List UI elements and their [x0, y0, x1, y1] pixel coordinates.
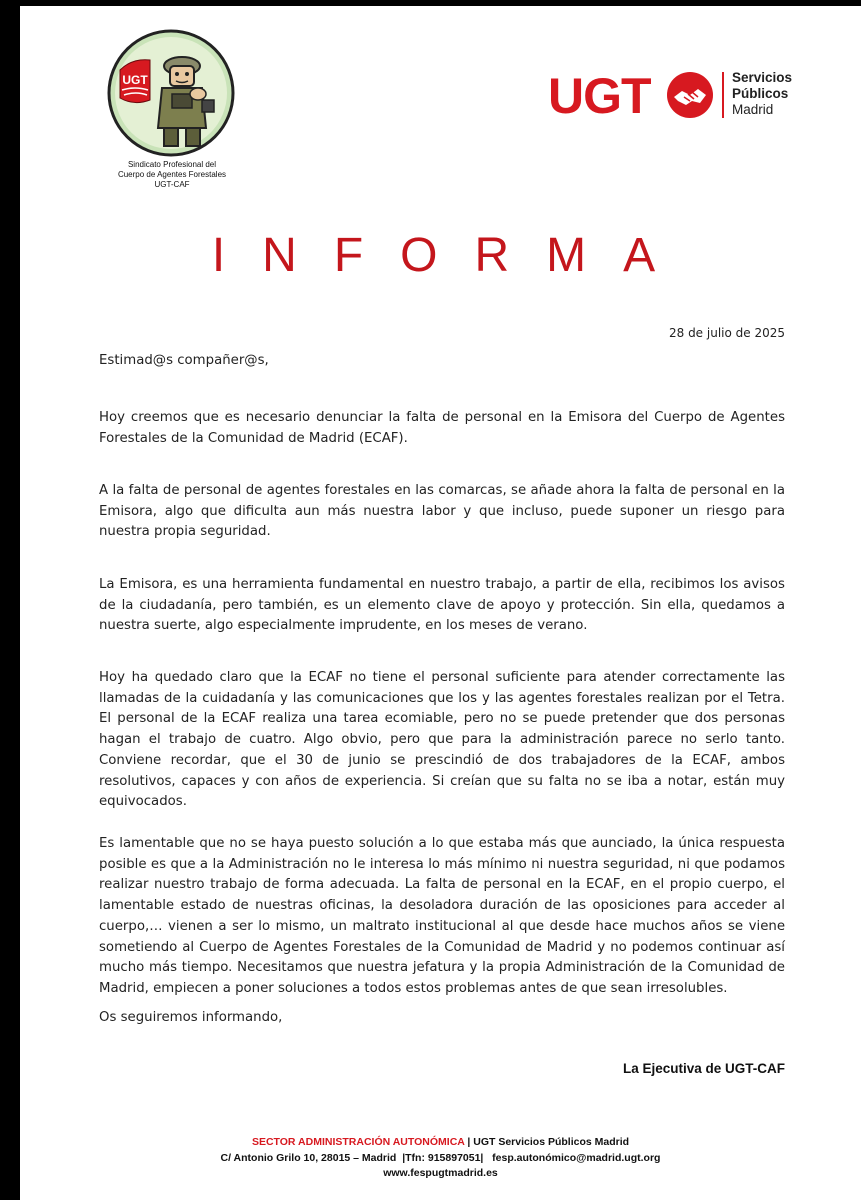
footer-address: C/ Antonio Grilo 10, 28015 – Madrid [220, 1151, 397, 1164]
document-date: 28 de julio de 2025 [668, 326, 785, 340]
footer [20, 1135, 861, 1182]
ugt-caf-logo-icon [106, 28, 236, 158]
footer-line-2 [20, 1151, 861, 1167]
document-page [20, 6, 861, 1200]
brand-subtitle [732, 70, 792, 118]
logo-badge-text: UGT [122, 73, 148, 87]
footer-phone: |Tfn: 915897051| [402, 1151, 484, 1164]
footer-sector: SECTOR ADMINISTRACIÓN AUTONÓMICA [251, 1136, 465, 1148]
paragraph-2: A la falta de personal de agentes forestales en las comarcas, se añade ahora la falta de personal en la Emisora, algo que dificulta aun más nuestra labor y que incluso, puede suponer un riesgo para nuestra propia seguridad. [99, 483, 785, 540]
footer-website[interactable]: www.fespugtmadrid.es [383, 1167, 498, 1179]
document-title: INFORMA [211, 229, 693, 282]
signature: La Ejecutiva de UGT-CAF [622, 1061, 785, 1076]
brand-line-2: Públicos [732, 86, 789, 101]
handshake-icon [666, 71, 714, 119]
caf-caption [92, 160, 252, 190]
paragraph-5: Es lamentable que no se haya puesto solución a lo que estaba más que aunciado, la única respuesta posible es que a la Administración no le interesa lo más mínimo ni nuestra seguridad, ni que podamos realizar nuestro trabajo de forma adecuada. La falta de personal en la ECAF, en el propio cuerpo, el lamentable estado de nuestras oficinas, la desoladora duración de las oposiciones para acceder al cuerpo,… vienen a ser lo mismo, un maltrato institucional al que desde hace muchos años se viene sometiendo al Cuerpo de Agentes Forestales de la Comunidad de Madrid y no podemos continuar así mucho más tiempo. Necesitamos que nuestra jefatura y la propia Administración de la Comunidad de Madrid, empiecen a poner soluciones a todos estos problemas antes de que sean irresolubles. [99, 836, 785, 996]
salutation: Estimad@s compañer@s, [99, 353, 269, 368]
paragraph-3: La Emisora, es una herramienta fundamental en nuestro trabajo, a partir de ella, recibimos los avisos de la ciudadanía, pero también, es un elemento clave de apoyo y protección. Sin ella, quedamos a nuestra suerte, algo especialmente imprudente, en los meses de verano. [99, 577, 785, 634]
footer-org: UGT Servicios Públicos Madrid [473, 1136, 630, 1148]
footer-email[interactable]: fesp.autonómico@madrid.ugt.org [492, 1151, 661, 1164]
footer-line-1 [20, 1135, 861, 1151]
paragraph-4: Hoy ha quedado claro que la ECAF no tiene el personal suficiente para atender correctamente las llamadas de la cuidadanía y las comunicaciones que los y las agentes forestales realizan por el Tetra. El personal de la ECAF realiza una tarea ecomiable, pero no se puede pretender que dos personas hagan el trabajo de cuatro. Algo obvio, pero que para la administración parece no serlo tanto. Conviene recordar, que el 30 de junio se prescindió de dos trabajadores de la ECAF, ambos resolutivos, capaces y con años de experiencia. Si creían que su falta no se iba a notar, están muy equivocados. [99, 670, 785, 810]
caf-caption-line: UGT-CAF [154, 180, 190, 189]
brand-line-1: Servicios [732, 70, 793, 85]
paragraph-1: Hoy creemos que es necesario denunciar la falta de personal en la Emisora del Cuerpo de Agentes Forestales de la Comunidad de Madrid (ECAF). [99, 410, 785, 446]
caf-caption-line: Sindicato Profesional del [127, 160, 217, 169]
closing: Os seguiremos informando, [99, 1010, 283, 1025]
caf-caption-line: Cuerpo de Agentes Forestales [117, 170, 227, 179]
footer-line-3 [20, 1166, 861, 1182]
brand-divider [722, 72, 724, 118]
brand-line-3: Madrid [732, 102, 774, 117]
footer-sep: | [464, 1136, 474, 1148]
ugt-brand-logo [548, 68, 798, 124]
ugt-wordmark: UGT [548, 68, 651, 124]
